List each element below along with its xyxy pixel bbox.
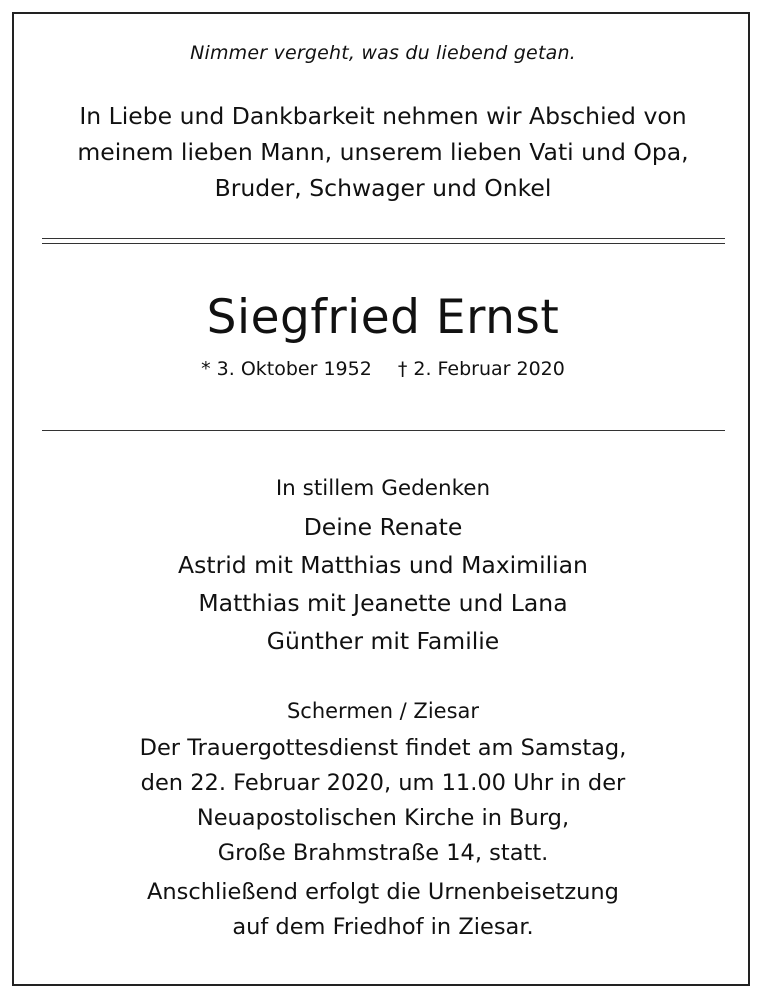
mourners-lead: In stillem Gedenken [275,476,491,501]
intro-line: meinem lieben Mann, unserem lieben Vati und Opa, [77,138,689,166]
service-line: Große Brahmstraße 14, statt. [217,840,549,866]
mourner-line: Matthias mit Jeanette und Lana [198,589,568,617]
life-dates [0,358,766,380]
death-date: † 2. Februar 2020 [397,358,565,380]
double-divider [42,238,725,244]
divider [42,430,725,431]
service-block [0,694,766,945]
motto: Nimmer vergeht, was du liebend getan. [190,42,576,64]
intro-text [0,98,766,206]
burial-line: Anschließend erfolgt die Urnenbeisetzung [147,879,619,905]
burial-line: auf dem Friedhof in Ziesar. [232,914,534,940]
deceased-name: Siegfried Ernst [206,290,560,345]
service-line: den 22. Februar 2020, um 11.00 Uhr in der [140,770,626,796]
mourner-line: Deine Renate [303,513,463,541]
intro-line: In Liebe und Dankbarkeit nehmen wir Abschied von [79,102,687,130]
mourner-line: Günther mit Familie [266,627,500,655]
birth-date: * 3. Oktober 1952 [201,358,372,380]
service-line: Der Trauergottesdienst findet am Samstag, [139,735,627,761]
mourners-block [0,470,766,660]
place-line: Schermen / Ziesar [286,699,480,723]
intro-line: Bruder, Schwager und Onkel [214,174,552,202]
service-line: Neuapostolischen Kirche in Burg, [196,805,570,831]
mourner-line: Astrid mit Matthias und Maximilian [178,551,588,579]
